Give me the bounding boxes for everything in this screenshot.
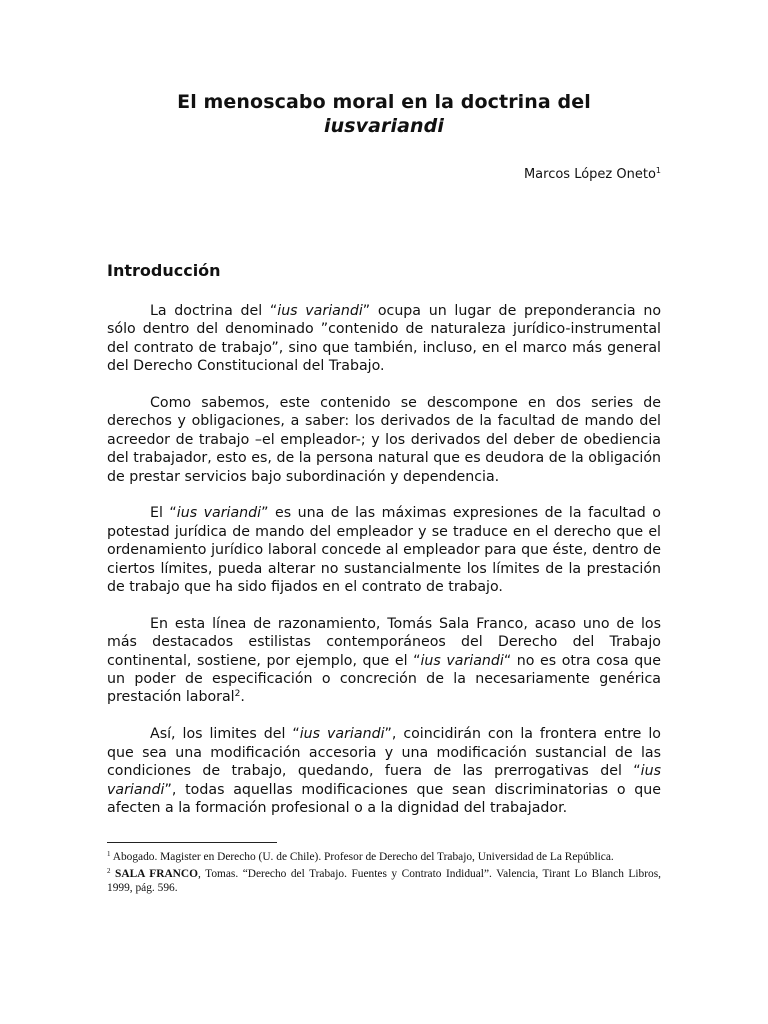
text-run: ” ocupa un lugar de preponderancia no sólo dentro del denominado ”contenido de naturaleza jurídico-instrumental del contrato de trabajo”, sino que también, incluso, en el marco más general del Derecho Constitucional del Trabajo. <box>107 303 661 375</box>
footnote-author: SALA FRANCO <box>110 868 198 880</box>
text-run: ”, todas aquellas modificaciones que sean discriminatorias o que afecten a la formación profesional o a la dignidad del trabajador. <box>107 781 661 816</box>
author-name <box>524 163 661 183</box>
footnote-ref-2: 2 <box>234 689 241 700</box>
text-run: . <box>240 689 245 706</box>
italic-term: ius variandi <box>299 726 385 743</box>
italic-term: ius variandi <box>277 303 363 319</box>
paragraph-1 <box>107 302 661 376</box>
footnote-2 <box>107 864 661 895</box>
document-title <box>0 90 768 138</box>
footnote-ref-1: 1 <box>655 166 661 175</box>
footnote-text: Abogado. Magister en Derecho (U. de Chile). Profesor de Derecho del Trabajo, Universidad de La República. <box>110 851 614 863</box>
text-run: En esta línea de razonamiento, Tomás Sala Franco, acaso uno de los más destacados estilistas contemporáneos del Derecho del Trabajo continental, sostiene, por ejemplo, que el “ <box>107 615 661 669</box>
body-text <box>107 302 661 817</box>
footnote-1 <box>107 847 661 864</box>
text-run: La doctrina del “ <box>150 303 278 319</box>
paragraph-5 <box>107 725 661 817</box>
text-run: “ no es otra cosa que un poder de especificación o concreción de la necesariamente genérica prestación laboral <box>107 652 661 706</box>
italic-term: ius variandi <box>176 505 262 522</box>
text-run: Como sabemos, este contenido se descompone en dos series de derechos y obligaciones, a saber: los derivados de la facultad de mando del acreedor de trabajo –el empleador-; y los derivados del deber de obediencia del trabajador, esto es, de la persona natural que es deudora de la obligación de prestar servicios bajo subordinación y dependencia. <box>107 395 661 485</box>
footnote-text: , Tomas. “Derecho del Trabajo. Fuentes y Contrato Indidual”. Valencia, Tirant Lo Blanch Libros, 1999, pág. 596. <box>107 868 661 894</box>
paragraph-2 <box>107 394 661 486</box>
footnote-number: 1 <box>107 850 111 858</box>
author-text: Marcos López Oneto <box>523 167 656 182</box>
footnote-divider <box>107 842 277 843</box>
paragraph-4 <box>107 615 661 707</box>
italic-term: ius variandi <box>107 763 661 798</box>
paragraph-3 <box>107 504 661 596</box>
footnotes <box>107 847 661 895</box>
text-run: El “ <box>150 505 177 522</box>
title-line-1: El menoscabo moral en la doctrina del <box>177 91 591 113</box>
italic-term: ius variandi <box>420 652 504 669</box>
title-line-2: iusvariandi <box>324 115 444 137</box>
text-run: ”, coincidirán con la frontera entre lo que sea una modificación accesoria y una modificación sustancial de las condiciones de trabajo, quedando, fuera de las prerrogativas del “ <box>107 726 661 780</box>
section-heading: Introducción <box>107 261 221 280</box>
footnote-number: 2 <box>107 867 111 875</box>
text-run: Así, los limites del “ <box>150 726 300 743</box>
text-run: ” es una de las máximas expresiones de la facultad o potestad jurídica de mando del empleador y se traduce en el derecho que el ordenamiento jurídico laboral concede al empleador para que éste, dentro de ciertos límites, pueda alterar no sustancialmente los límites de la prestación de trabajo que ha sido fijados en el contrato de trabajo. <box>107 505 661 596</box>
